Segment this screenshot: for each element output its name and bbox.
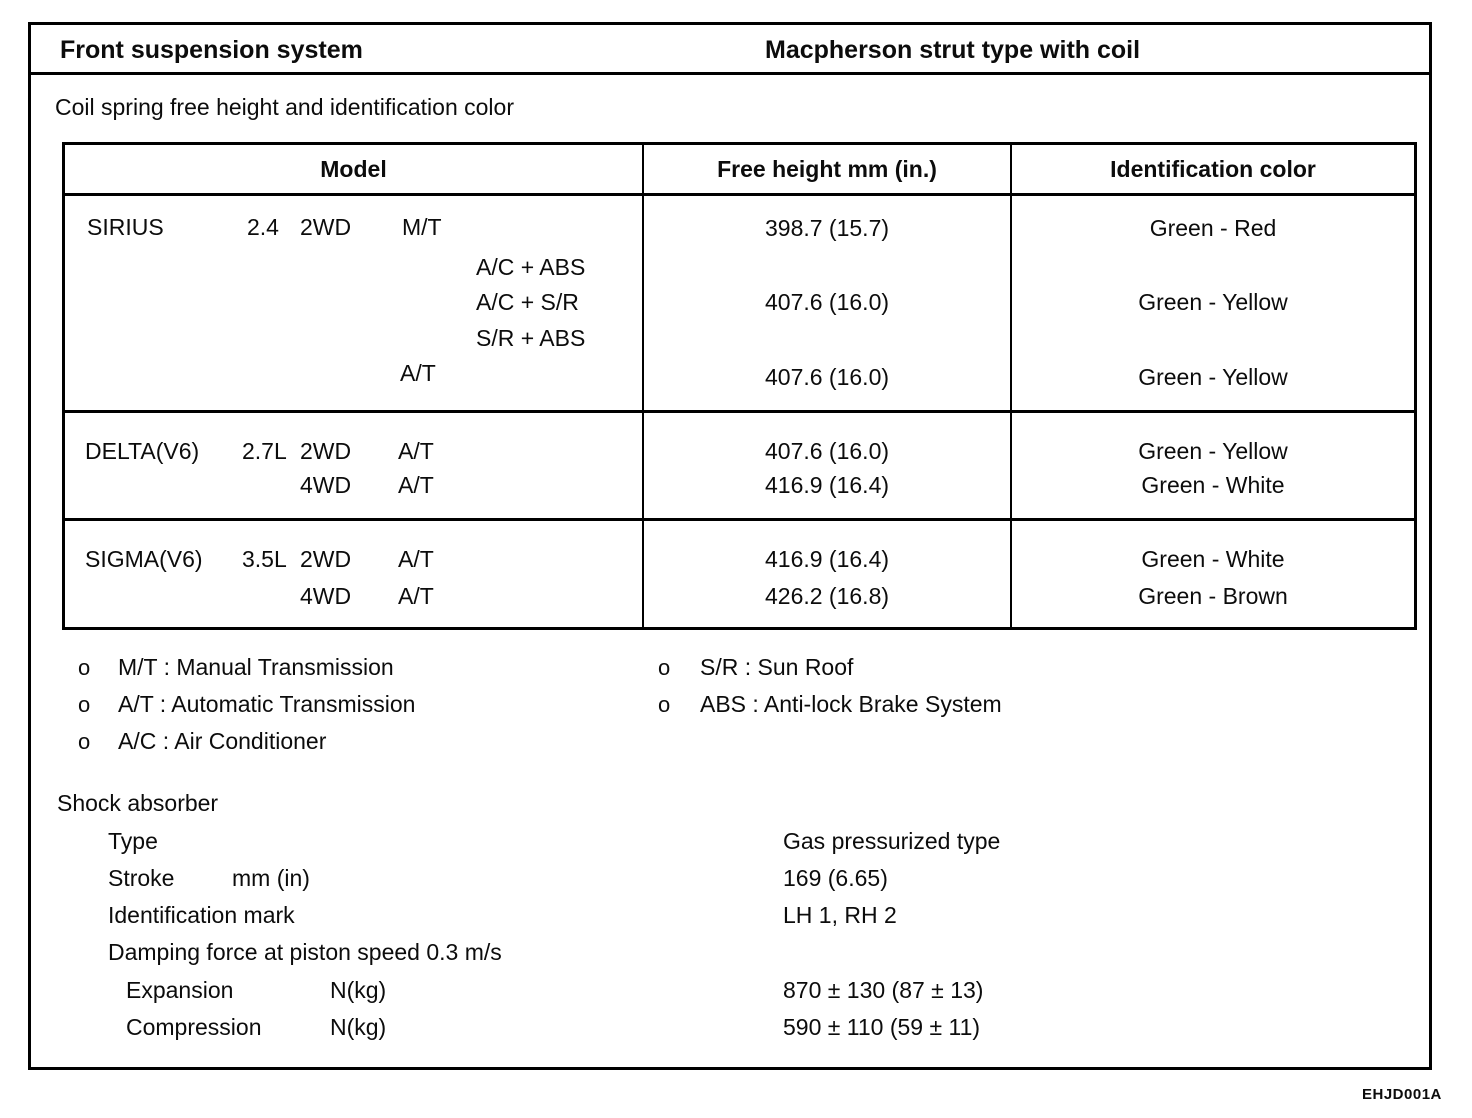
- identification-color-value: Green - Yellow: [1138, 289, 1288, 315]
- sirius-trans-at: A/T: [400, 360, 436, 386]
- shock-damping-label: Damping force at piston speed 0.3 m/s: [108, 939, 502, 965]
- sirius-drive: 2WD: [300, 214, 352, 240]
- column-header-model-label: Model: [320, 155, 387, 182]
- sirius-model-cell: [65, 196, 644, 413]
- sirius-name: SIRIUS: [87, 214, 164, 240]
- legend-item: A/T : Automatic Transmission: [118, 691, 416, 717]
- legend-bullet: o: [78, 655, 91, 680]
- column-header-free-height: [644, 145, 1012, 196]
- table-caption: Coil spring free height and identification color: [55, 94, 514, 120]
- shock-stroke-unit: mm (in): [232, 865, 310, 891]
- delta-free-height-cell: [644, 413, 1012, 521]
- shock-expansion-value: 870 ± 130 (87 ± 13): [783, 977, 984, 1003]
- column-header-identification-color-label: Identification color: [1110, 155, 1316, 182]
- sigma-color-cell: [1012, 521, 1414, 627]
- sirius-option: A/C + S/R: [476, 289, 579, 315]
- page-subtitle: Macpherson strut type with coil: [765, 36, 1141, 64]
- legend-item: S/R : Sun Roof: [700, 654, 854, 680]
- identification-color-value: Green - Yellow: [1138, 364, 1288, 390]
- identification-color-value: Green - White: [1141, 472, 1285, 498]
- sirius-trans-mt: M/T: [402, 214, 442, 240]
- column-header-free-height-label: Free height mm (in.): [717, 155, 937, 182]
- identification-color-value: Green - Yellow: [1138, 438, 1288, 464]
- sirius-engine: 2.4: [247, 214, 279, 240]
- legend-item: ABS : Anti-lock Brake System: [700, 691, 1002, 717]
- shock-id-mark-label: Identification mark: [108, 902, 295, 928]
- column-header-identification-color: [1012, 145, 1414, 196]
- identification-color-value: Green - Brown: [1138, 583, 1288, 609]
- legend-bullet: o: [78, 729, 91, 754]
- identification-color-value: Green - White: [1141, 546, 1285, 572]
- legend-item: M/T : Manual Transmission: [118, 654, 394, 680]
- free-height-value: 398.7 (15.7): [764, 215, 890, 241]
- sirius-color-cell: [1012, 196, 1414, 413]
- free-height-value: 416.9 (16.4): [764, 472, 890, 498]
- sigma-free-height-cell: [644, 521, 1012, 627]
- shock-compression-unit: N(kg): [330, 1014, 387, 1040]
- delta-drive: 4WD: [300, 472, 352, 498]
- free-height-value: 407.6 (16.0): [764, 364, 890, 390]
- delta-engine: 2.7L: [242, 438, 287, 464]
- delta-drive: 2WD: [300, 438, 352, 464]
- sigma-drive: 2WD: [300, 546, 352, 572]
- free-height-value: 416.9 (16.4): [764, 546, 890, 572]
- column-header-model: [65, 145, 644, 196]
- shock-stroke-value: 169 (6.65): [783, 865, 888, 891]
- legend-bullet: o: [658, 655, 671, 680]
- shock-type-label: Type: [108, 828, 158, 854]
- legend-bullet: o: [78, 692, 91, 717]
- sirius-option: S/R + ABS: [476, 325, 586, 351]
- legend-bullet: o: [658, 692, 671, 717]
- page-title: Front suspension system: [60, 36, 363, 64]
- shock-expansion-label: Expansion: [126, 977, 234, 1003]
- shock-absorber-title: Shock absorber: [57, 790, 219, 816]
- delta-trans: A/T: [398, 438, 434, 464]
- delta-color-cell: [1012, 413, 1414, 521]
- figure-code: EHJD001A: [1362, 1086, 1442, 1103]
- delta-model-cell: [65, 413, 644, 521]
- sigma-engine: 3.5L: [242, 546, 287, 572]
- shock-compression-value: 590 ± 110 (59 ± 11): [783, 1014, 981, 1040]
- shock-compression-label: Compression: [126, 1014, 262, 1040]
- shock-expansion-unit: N(kg): [330, 977, 387, 1003]
- page-header: [31, 25, 1429, 75]
- identification-color-value: Green - Red: [1149, 215, 1277, 241]
- sirius-free-height-cell: [644, 196, 1012, 413]
- sigma-model-cell: [65, 521, 644, 627]
- delta-name: DELTA(V6): [85, 438, 200, 464]
- sigma-trans: A/T: [398, 546, 434, 572]
- legend-item: A/C : Air Conditioner: [118, 728, 327, 754]
- coil-spring-table: [62, 142, 1417, 630]
- sigma-trans: A/T: [398, 583, 434, 609]
- sigma-drive: 4WD: [300, 583, 352, 609]
- delta-trans: A/T: [398, 472, 434, 498]
- sirius-option: A/C + ABS: [476, 254, 586, 280]
- sigma-name: SIGMA(V6): [85, 546, 203, 572]
- free-height-value: 407.6 (16.0): [764, 289, 890, 315]
- shock-stroke-label: Stroke: [108, 865, 175, 891]
- free-height-value: 407.6 (16.0): [764, 438, 890, 464]
- shock-id-mark-value: LH 1, RH 2: [783, 902, 897, 928]
- free-height-value: 426.2 (16.8): [764, 583, 890, 609]
- shock-type-value: Gas pressurized type: [783, 828, 1001, 854]
